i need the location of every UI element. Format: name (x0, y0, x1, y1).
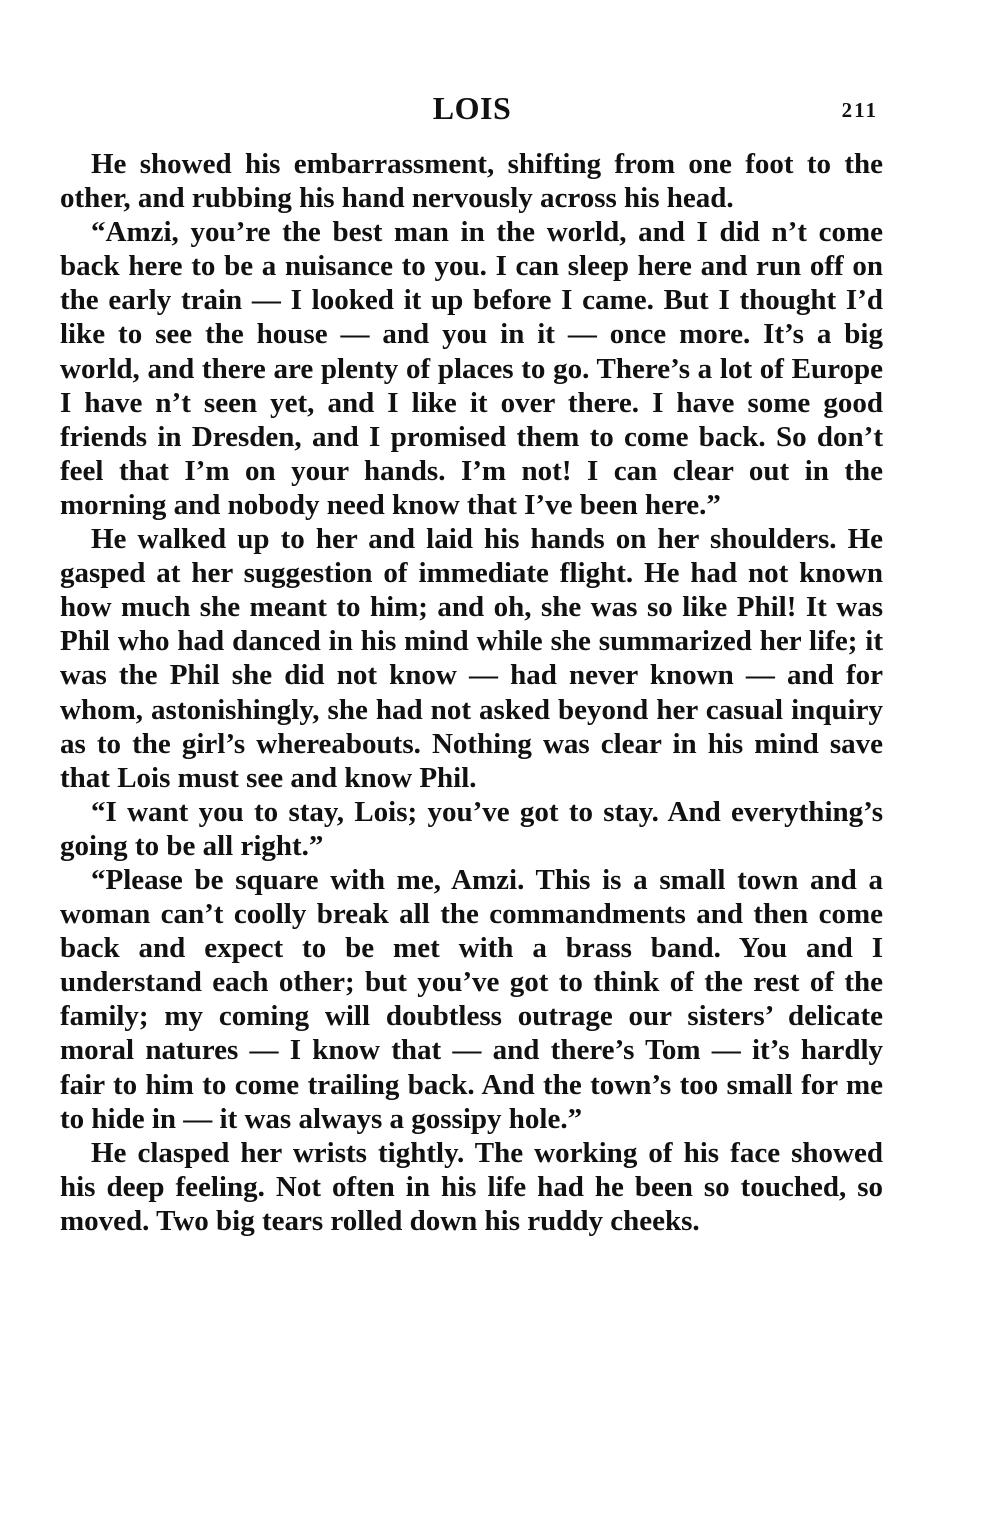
body-text (60, 147, 883, 1238)
page-number: 211 (841, 98, 878, 122)
paragraph: He walked up to her and laid his hands on her shoulders. He gasped at her suggestion of immediate flight. He had not known how much she meant to him; and oh, she was so like Phil! It was Phil who had danced in his mind while she summarized her life; it was the Phil she did not know — had never known — and for whom, astonishingly, she had not asked beyond her casual inquiry as to the girl’s whereabouts. Nothing was clear in his mind save that Lois must see and know Phil. (60, 523, 883, 794)
paragraph: “Amzi, you’re the best man in the world, and I did n’t come back here to be a nuisance to you. I can sleep here and run off on the early train — I looked it up before I came. But I thought I’d like to see the house — and you in it — once more. It’s a big world, and there are plenty of places to go. There’s a lot of Europe I have n’t seen yet, and I like it over there. I have some good friends in Dresden, and I promised them to come back. So don’t feel that I’m on your hands. I’m not! I can clear out in the morning and nobody need know that I’ve been here.” (60, 216, 883, 521)
running-head (0, 86, 1000, 130)
paragraph: “I want you to stay, Lois; you’ve got to stay. And everything’s going to be all right.” (60, 795, 883, 862)
paragraph: He showed his embarrassment, shifting from one foot to the other, and rubbing his hand nervously across his head. (60, 148, 883, 215)
paragraph: He clasped her wrists tightly. The working of his face showed his deep feeling. Not often in his life had he been so touched, so moved. Two big tears rolled down his ruddy cheeks. (60, 1136, 883, 1237)
running-title: LOIS (432, 90, 512, 126)
paragraph: “Please be square with me, Amzi. This is a small town and a woman can’t coolly break all the commandments and then come back and expect to be met with a brass band. You and I understand each other; but you’ve got to think of the rest of the family; my coming will doubtless outrage our sisters’ delicate moral natures — I know that — and there’s Tom — it’s hardly fair to him to come trailing back. And the town’s too small for me to hide in — it was always a gossipy hole.” (60, 863, 883, 1135)
